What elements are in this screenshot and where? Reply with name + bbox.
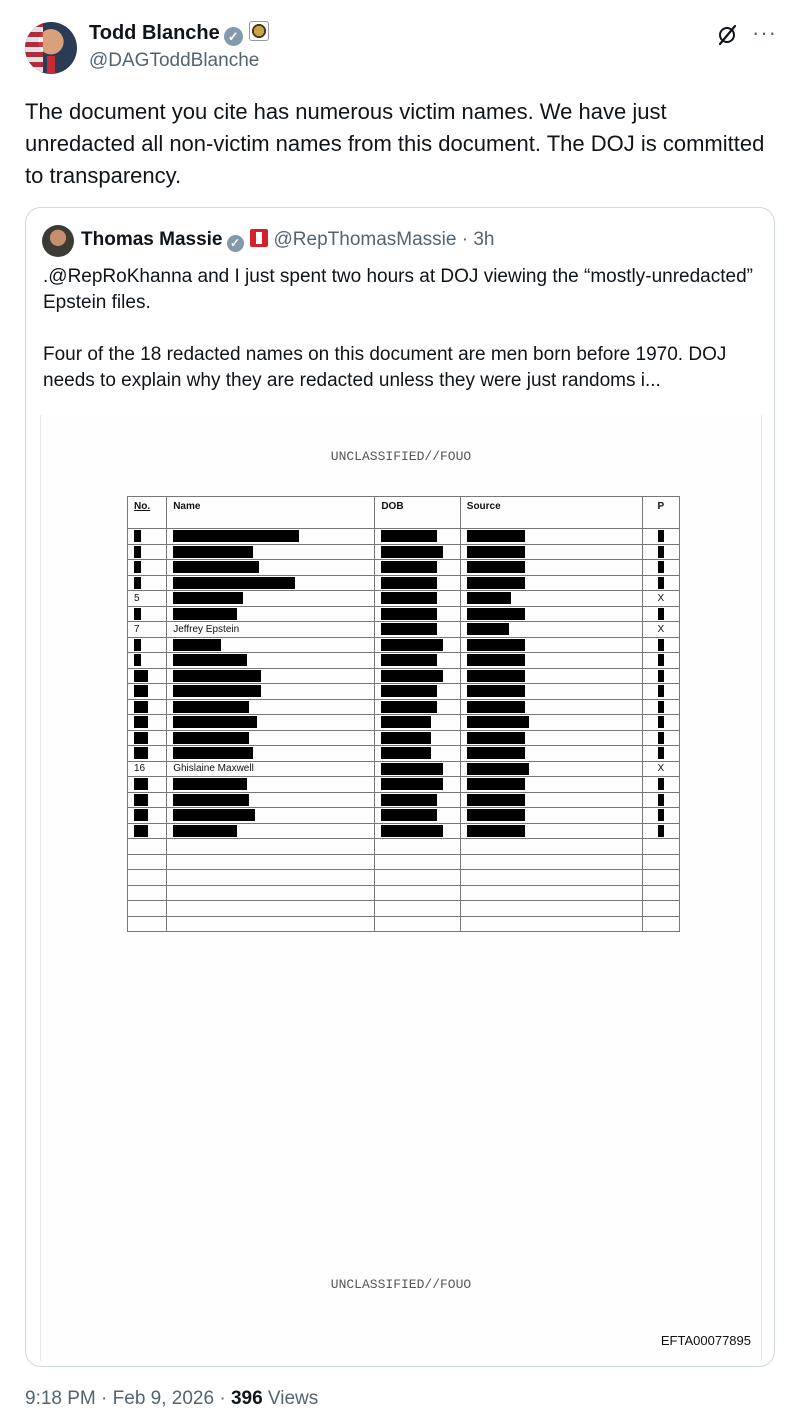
cell-source xyxy=(460,699,642,715)
cell-p xyxy=(642,823,679,839)
redaction-bar xyxy=(658,685,664,697)
cell-no xyxy=(128,684,167,700)
redaction-bar xyxy=(467,608,525,620)
cell-name xyxy=(167,808,375,824)
cell-name xyxy=(167,653,375,669)
views-label: Views xyxy=(262,1388,319,1409)
redaction-bar xyxy=(467,747,525,759)
redaction-bar xyxy=(467,794,525,806)
redaction-bar xyxy=(658,577,664,589)
redaction-bar xyxy=(381,778,443,790)
cell-dob xyxy=(375,622,460,638)
cell-name xyxy=(167,916,375,932)
redaction-bar xyxy=(173,685,261,697)
redaction-bar xyxy=(467,561,525,573)
cell-dob xyxy=(375,575,460,591)
cell-no: 5 xyxy=(128,591,167,607)
redaction-bar xyxy=(173,639,221,651)
cell-name xyxy=(167,668,375,684)
cell-no xyxy=(128,792,167,808)
cell-no xyxy=(128,637,167,653)
table-row xyxy=(128,622,680,638)
redaction-bar xyxy=(658,716,664,728)
redaction-bar xyxy=(134,778,148,790)
cell-no xyxy=(128,715,167,731)
cell-name xyxy=(167,544,375,560)
redaction-bar xyxy=(467,732,525,744)
redaction-bar xyxy=(134,608,141,620)
cell-name xyxy=(167,901,375,917)
cell-source xyxy=(460,746,642,762)
cell-no: 16 xyxy=(128,761,167,777)
redaction-bar xyxy=(173,530,299,542)
cell-p xyxy=(642,684,679,700)
cell-dob xyxy=(375,916,460,932)
column-header-source: Source xyxy=(460,497,642,529)
redaction-bar xyxy=(134,716,148,728)
redaction-bar xyxy=(134,747,148,759)
views-count: 396 xyxy=(230,1388,263,1409)
cell-dob xyxy=(375,792,460,808)
redaction-bar xyxy=(381,608,437,620)
congress-badge-icon xyxy=(250,229,268,247)
redaction-bar xyxy=(173,747,253,759)
column-header-p: P xyxy=(642,497,679,529)
table-row xyxy=(128,854,680,870)
doj-seal-icon xyxy=(249,21,269,41)
redaction-bar xyxy=(173,546,253,558)
cell-no xyxy=(128,575,167,591)
redaction-bar xyxy=(134,732,148,744)
author-name-row[interactable] xyxy=(89,21,269,46)
cell-no xyxy=(128,777,167,793)
redaction-bar xyxy=(134,809,148,821)
cell-p xyxy=(642,715,679,731)
grok-icon[interactable] xyxy=(716,23,740,47)
post-timestamp[interactable]: 9:18 PM · Feb 9, 2026 · xyxy=(25,1388,231,1409)
table-row xyxy=(128,901,680,917)
cell-no xyxy=(128,606,167,622)
table-row xyxy=(128,560,680,576)
redaction-bar xyxy=(134,670,148,682)
cell-source xyxy=(460,761,642,777)
redaction-bar xyxy=(381,546,443,558)
redaction-bar xyxy=(467,670,525,682)
redaction-bar xyxy=(381,639,443,651)
cell-dob xyxy=(375,715,460,731)
redaction-bar xyxy=(658,701,664,713)
redaction-bar xyxy=(658,608,664,620)
table-row xyxy=(128,777,680,793)
cell-dob xyxy=(375,529,460,545)
redaction-bar xyxy=(381,794,437,806)
quoted-text-paragraph-2: Four of the 18 redacted names on this document are men born before 1970. DOJ needs to explain why they are redacted unless they were just randoms i... xyxy=(43,344,727,391)
cell-no xyxy=(128,668,167,684)
cell-source xyxy=(460,606,642,622)
table-row xyxy=(128,575,680,591)
redaction-bar xyxy=(658,530,664,542)
cell-dob xyxy=(375,637,460,653)
redaction-bar xyxy=(467,623,509,635)
redaction-bar xyxy=(658,546,664,558)
redaction-bar xyxy=(467,530,525,542)
cell-p xyxy=(642,544,679,560)
table-row xyxy=(128,808,680,824)
quoted-author-name: Thomas Massie xyxy=(81,229,223,250)
redaction-bar xyxy=(381,763,443,775)
cell-p xyxy=(642,792,679,808)
cell-p: X xyxy=(642,591,679,607)
redaction-bar xyxy=(173,577,295,589)
cell-source xyxy=(460,575,642,591)
cell-name xyxy=(167,777,375,793)
cell-dob xyxy=(375,668,460,684)
document-image[interactable] xyxy=(40,415,762,1361)
cell-p xyxy=(642,699,679,715)
cell-dob xyxy=(375,854,460,870)
document-header-label: UNCLASSIFIED//FOUO xyxy=(330,449,472,464)
redaction-bar xyxy=(134,794,148,806)
cell-dob xyxy=(375,839,460,855)
redaction-bar xyxy=(658,670,664,682)
cell-no xyxy=(128,560,167,576)
redaction-bar xyxy=(134,685,148,697)
cell-p xyxy=(642,916,679,932)
redaction-bar xyxy=(173,561,259,573)
cell-p xyxy=(642,839,679,855)
table-row xyxy=(128,885,680,901)
redaction-bar xyxy=(381,623,437,635)
cell-dob xyxy=(375,591,460,607)
redaction-bar xyxy=(467,546,525,558)
cell-name xyxy=(167,839,375,855)
table-header-row xyxy=(128,497,680,529)
author-handle[interactable]: @DAGToddBlanche xyxy=(89,50,260,71)
redaction-bar xyxy=(381,670,443,682)
cell-source xyxy=(460,684,642,700)
cell-p xyxy=(642,901,679,917)
cell-dob xyxy=(375,699,460,715)
redaction-bar xyxy=(467,825,525,837)
redaction-bar xyxy=(658,639,664,651)
redaction-bar xyxy=(173,732,249,744)
cell-name: Jeffrey Epstein xyxy=(167,622,375,638)
cell-no xyxy=(128,544,167,560)
redaction-bar xyxy=(381,825,443,837)
table-row xyxy=(128,699,680,715)
post-text: The document you cite has numerous victim names. We have just unredacted all non-victim names from this document. The DOJ is committed to transparency. xyxy=(25,99,765,188)
cell-p xyxy=(642,668,679,684)
cell-no xyxy=(128,653,167,669)
redaction-bar xyxy=(467,592,511,604)
redaction-bar xyxy=(134,639,141,651)
cell-dob xyxy=(375,653,460,669)
table-row xyxy=(128,746,680,762)
cell-source xyxy=(460,622,642,638)
names-table xyxy=(127,496,680,932)
more-options-icon[interactable]: ··· xyxy=(752,20,777,45)
table-row xyxy=(128,715,680,731)
cell-name xyxy=(167,854,375,870)
cell-name xyxy=(167,606,375,622)
cell-source xyxy=(460,730,642,746)
redaction-bar xyxy=(467,639,525,651)
cell-p xyxy=(642,653,679,669)
cell-source xyxy=(460,544,642,560)
cell-dob xyxy=(375,808,460,824)
cell-dob xyxy=(375,560,460,576)
cell-source xyxy=(460,653,642,669)
redaction-bar xyxy=(658,561,664,573)
cell-no xyxy=(128,854,167,870)
cell-name xyxy=(167,730,375,746)
redaction-bar xyxy=(173,716,257,728)
redaction-bar xyxy=(381,747,431,759)
redaction-bar xyxy=(381,654,437,666)
cell-name xyxy=(167,684,375,700)
quoted-post-time: · 3h xyxy=(456,229,495,250)
table-row xyxy=(128,916,680,932)
redaction-bar xyxy=(134,701,148,713)
cell-p xyxy=(642,777,679,793)
column-header-no: No. xyxy=(128,497,167,529)
cell-source xyxy=(460,839,642,855)
cell-dob xyxy=(375,777,460,793)
redaction-bar xyxy=(173,670,261,682)
redaction-bar xyxy=(173,794,249,806)
post-footer xyxy=(25,1388,318,1410)
cell-p xyxy=(642,606,679,622)
cell-source xyxy=(460,777,642,793)
cell-name xyxy=(167,637,375,653)
redaction-bar xyxy=(381,809,437,821)
document-footer-label: UNCLASSIFIED//FOUO xyxy=(330,1277,472,1292)
cell-name xyxy=(167,529,375,545)
cell-name xyxy=(167,792,375,808)
redaction-bar xyxy=(173,701,249,713)
cell-no xyxy=(128,870,167,886)
quoted-text-paragraph-1: .@RepRoKhanna and I just spent two hours at DOJ viewing the “mostly-unredacted” Epstein files. xyxy=(43,266,753,313)
quoted-post[interactable] xyxy=(25,207,775,1367)
redaction-bar xyxy=(381,592,437,604)
redaction-bar xyxy=(134,577,141,589)
redaction-bar xyxy=(173,654,247,666)
redaction-bar xyxy=(173,608,237,620)
redaction-bar xyxy=(658,747,664,759)
redaction-bar xyxy=(467,577,525,589)
cell-no xyxy=(128,529,167,545)
cell-no xyxy=(128,699,167,715)
redaction-bar xyxy=(467,701,525,713)
cell-no xyxy=(128,730,167,746)
cell-source xyxy=(460,715,642,731)
redaction-bar xyxy=(467,716,529,728)
cell-p xyxy=(642,575,679,591)
cell-name: Ghislaine Maxwell xyxy=(167,761,375,777)
redaction-bar xyxy=(467,809,525,821)
table-row xyxy=(128,637,680,653)
redaction-bar xyxy=(658,778,664,790)
redaction-bar xyxy=(173,592,243,604)
cell-source xyxy=(460,854,642,870)
table-row xyxy=(128,591,680,607)
cell-no xyxy=(128,916,167,932)
cell-name xyxy=(167,591,375,607)
cell-dob xyxy=(375,684,460,700)
cell-source xyxy=(460,529,642,545)
cell-dob xyxy=(375,746,460,762)
cell-name xyxy=(167,870,375,886)
cell-name xyxy=(167,715,375,731)
table-row xyxy=(128,839,680,855)
cell-p xyxy=(642,870,679,886)
cell-source xyxy=(460,901,642,917)
quoted-author-row xyxy=(81,229,495,252)
cell-dob xyxy=(375,730,460,746)
table-row xyxy=(128,529,680,545)
author-avatar[interactable] xyxy=(25,22,77,74)
verified-badge-icon: ✓ xyxy=(227,235,244,252)
cell-source xyxy=(460,792,642,808)
cell-no xyxy=(128,808,167,824)
cell-p xyxy=(642,885,679,901)
cell-dob xyxy=(375,823,460,839)
table-row xyxy=(128,606,680,622)
redaction-bar xyxy=(381,685,437,697)
redaction-bar xyxy=(381,530,437,542)
column-header-name: Name xyxy=(167,497,375,529)
cell-source xyxy=(460,668,642,684)
cell-source xyxy=(460,916,642,932)
cell-p xyxy=(642,730,679,746)
table-row xyxy=(128,544,680,560)
cell-no xyxy=(128,901,167,917)
quoted-author-avatar xyxy=(42,225,74,257)
cell-p: X xyxy=(642,622,679,638)
cell-p xyxy=(642,808,679,824)
cell-no xyxy=(128,839,167,855)
cell-source xyxy=(460,591,642,607)
table-row xyxy=(128,684,680,700)
table-row xyxy=(128,792,680,808)
cell-name xyxy=(167,823,375,839)
cell-p xyxy=(642,637,679,653)
cell-p xyxy=(642,529,679,545)
cell-dob xyxy=(375,544,460,560)
cell-source xyxy=(460,870,642,886)
redaction-bar xyxy=(134,654,141,666)
redaction-bar xyxy=(658,654,664,666)
document-id: EFTA00077895 xyxy=(660,1333,751,1348)
table-row xyxy=(128,870,680,886)
cell-no xyxy=(128,746,167,762)
cell-p xyxy=(642,854,679,870)
cell-source xyxy=(460,885,642,901)
redaction-bar xyxy=(134,546,141,558)
cell-source xyxy=(460,560,642,576)
table-row xyxy=(128,761,680,777)
table-row xyxy=(128,730,680,746)
redaction-bar xyxy=(467,685,525,697)
table-row xyxy=(128,668,680,684)
column-header-dob: DOB xyxy=(375,497,460,529)
cell-no: 7 xyxy=(128,622,167,638)
redaction-bar xyxy=(467,654,525,666)
quoted-post-text xyxy=(43,264,763,394)
author-name[interactable]: Todd Blanche xyxy=(89,22,220,44)
redaction-bar xyxy=(173,809,255,821)
cell-dob xyxy=(375,606,460,622)
redaction-bar xyxy=(173,825,237,837)
verified-badge-icon: ✓ xyxy=(224,27,243,46)
cell-p xyxy=(642,560,679,576)
cell-dob xyxy=(375,761,460,777)
redaction-bar xyxy=(381,716,431,728)
redaction-bar xyxy=(658,732,664,744)
redaction-bar xyxy=(381,577,437,589)
redaction-bar xyxy=(467,763,529,775)
cell-dob xyxy=(375,885,460,901)
cell-dob xyxy=(375,901,460,917)
cell-source xyxy=(460,808,642,824)
redaction-bar xyxy=(658,809,664,821)
redaction-bar xyxy=(173,778,247,790)
cell-p: X xyxy=(642,761,679,777)
cell-source xyxy=(460,823,642,839)
redaction-bar xyxy=(467,778,525,790)
redaction-bar xyxy=(381,561,437,573)
cell-p xyxy=(642,746,679,762)
redaction-bar xyxy=(381,732,431,744)
redaction-bar xyxy=(134,825,148,837)
cell-name xyxy=(167,575,375,591)
cell-no xyxy=(128,885,167,901)
cell-name xyxy=(167,885,375,901)
cell-name xyxy=(167,746,375,762)
redaction-bar xyxy=(658,825,664,837)
redaction-bar xyxy=(658,794,664,806)
cell-no xyxy=(128,823,167,839)
redaction-bar xyxy=(134,530,141,542)
redaction-bar xyxy=(381,701,437,713)
cell-dob xyxy=(375,870,460,886)
table-row xyxy=(128,653,680,669)
redaction-bar xyxy=(134,561,141,573)
cell-source xyxy=(460,637,642,653)
cell-name xyxy=(167,699,375,715)
cell-name xyxy=(167,560,375,576)
quoted-author-handle: @RepThomasMassie xyxy=(273,229,457,250)
table-row xyxy=(128,823,680,839)
